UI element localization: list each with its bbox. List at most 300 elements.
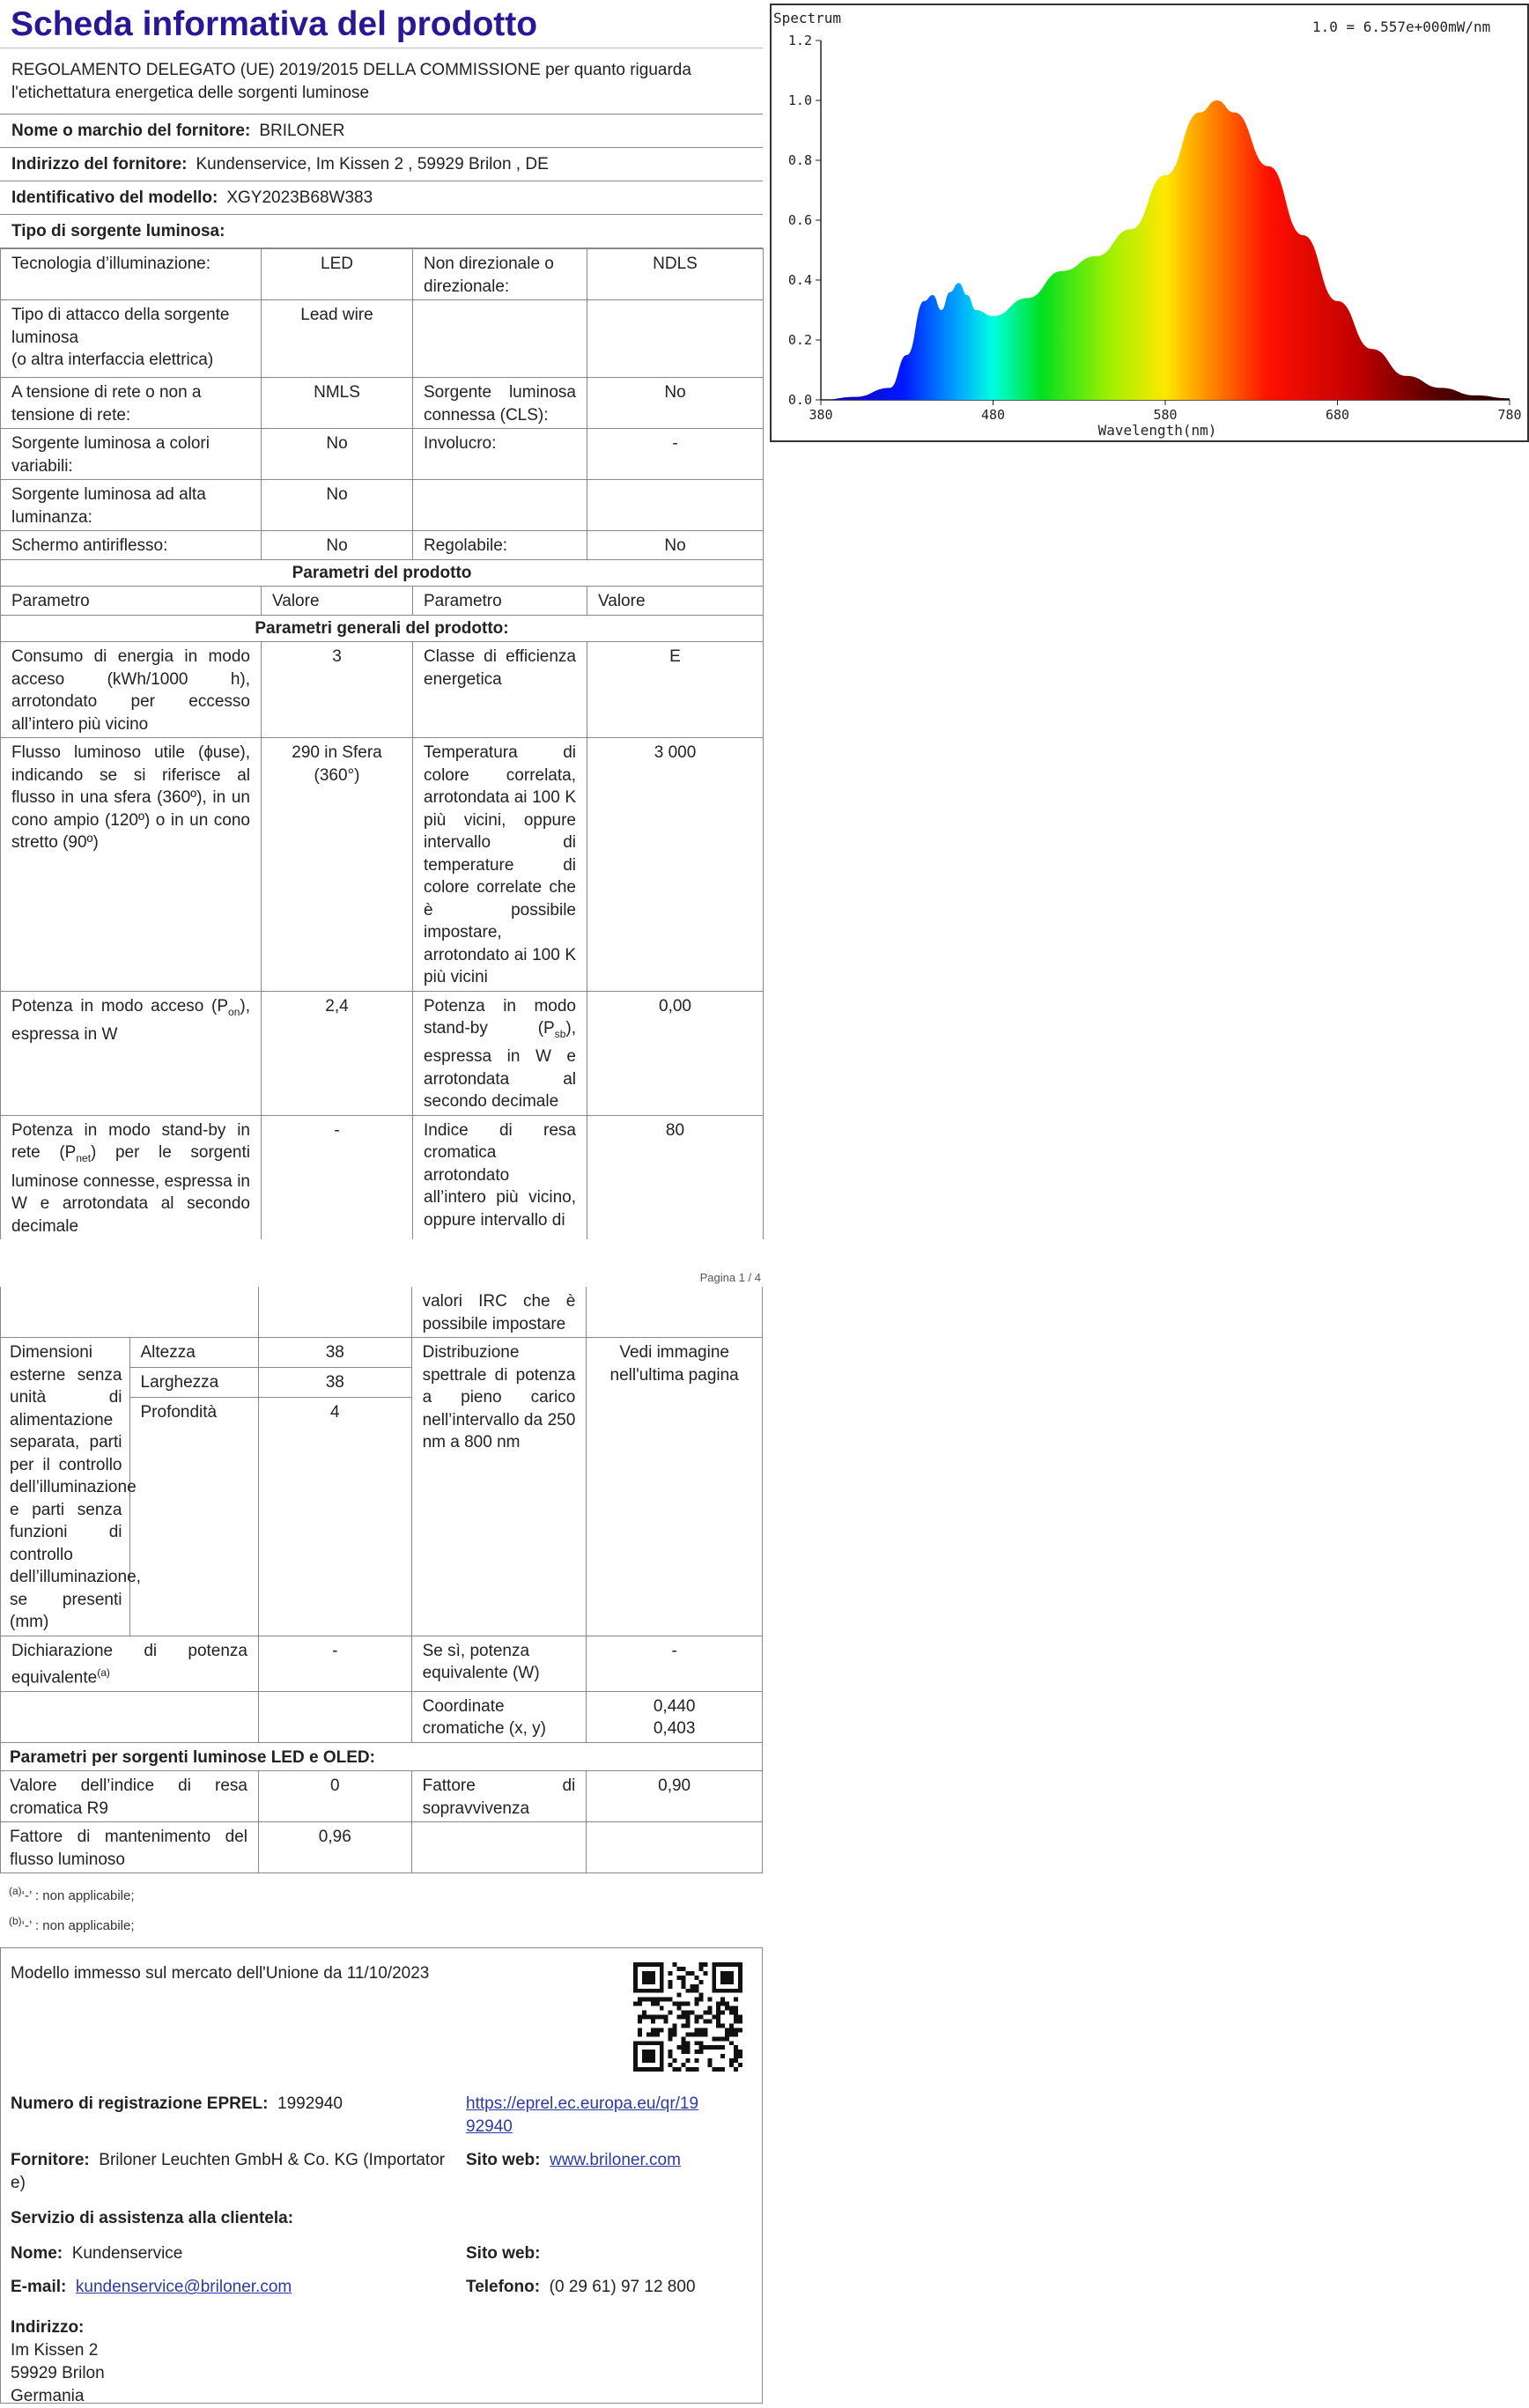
qr-module <box>716 2037 720 2042</box>
surv-value: 0,90 <box>587 1771 763 1822</box>
qr-module <box>720 2055 725 2059</box>
qr-module <box>668 2037 673 2042</box>
eqp-label-text: Dichiarazione di potenza equivalente <box>11 1641 247 1688</box>
cri-value: 80 <box>587 1115 764 1239</box>
eprel-row <box>11 2093 343 2116</box>
qr-module <box>633 2046 638 2050</box>
x-tick-label: 480 <box>980 407 1006 423</box>
table-row <box>1 1742 763 1771</box>
qr-module <box>734 1989 738 1993</box>
supplier-row <box>11 2149 455 2195</box>
qr-module <box>686 2050 691 2055</box>
cell-label-text: Tipo di attacco della sorgente luminosa <box>11 306 230 347</box>
supplier-name-row <box>0 114 763 148</box>
qr-module <box>686 2024 691 2028</box>
chart-title: Spectrum <box>773 10 842 26</box>
qr-module <box>686 2067 691 2072</box>
qr-module <box>738 1967 742 1971</box>
service-heading: Servizio di assistenza alla clientela: <box>11 2209 294 2228</box>
qr-module <box>690 1984 694 1989</box>
website-label: Sito web: <box>466 2151 541 2170</box>
qr-module <box>694 1976 698 1980</box>
qr-module <box>633 2055 638 2059</box>
qr-module <box>682 2011 686 2015</box>
cell-empty <box>259 1691 412 1742</box>
website-row <box>466 2149 681 2172</box>
qr-module <box>646 1989 651 1993</box>
qr-module <box>673 2033 677 2037</box>
qr-module <box>633 1976 638 1980</box>
cell-label: Sorgente luminosa ad alta luminanza: <box>1 480 262 531</box>
eprel-link[interactable] <box>466 2093 698 2138</box>
depth-label: Profondità <box>129 1397 259 1636</box>
qr-module <box>712 2015 716 2020</box>
qr-module <box>720 2024 725 2028</box>
qr-module <box>686 2046 691 2050</box>
qr-module <box>646 1971 651 1976</box>
qr-module <box>646 2015 651 2020</box>
phone-row <box>466 2276 696 2299</box>
qr-module <box>738 1980 742 1984</box>
qr-module <box>712 1976 716 1980</box>
qr-module <box>660 2015 664 2020</box>
cell-label: Non direzionale o direzionale: <box>413 249 587 300</box>
cell-value: No <box>587 531 764 560</box>
type-table <box>0 248 764 1239</box>
qr-module <box>646 2067 651 2072</box>
led-heading: Parametri per sorgenti luminose LED e OLED: <box>1 1742 763 1771</box>
spd-value: Vedi immagine nell'ultima pagina <box>587 1338 763 1636</box>
psb-label-a: Potenza in modo stand-by (P <box>424 996 576 1038</box>
r9-value: 0 <box>259 1771 412 1822</box>
qr-module <box>703 1971 707 1976</box>
qr-module <box>690 2011 694 2015</box>
table-row <box>1 559 764 587</box>
address-block <box>11 2316 105 2408</box>
source-type-row <box>0 215 763 248</box>
cct-label: Temperatura di colore correlata, arrotondata ai 100 K più vicini, oppure intervallo di temperature di colore correlate che è possibile impostare, arrotondato ai 100 K più vicini <box>413 738 587 992</box>
qr-module <box>668 2033 673 2037</box>
qr-module <box>651 1980 655 1984</box>
qr-module <box>694 2002 698 2006</box>
qr-module <box>729 2011 734 2015</box>
qr-module <box>660 1967 664 1971</box>
qr-module <box>673 2002 677 2006</box>
qr-module <box>638 1989 642 1993</box>
email-link[interactable]: kundenservice@briloner.com <box>75 2278 292 2297</box>
cell-empty <box>587 1822 763 1873</box>
eprel-link-1[interactable]: https://eprel.ec.europa.eu/qr/19 <box>466 2094 699 2114</box>
qr-module <box>633 1980 638 1984</box>
qr-module <box>707 1998 712 2002</box>
qr-module <box>642 1980 646 1984</box>
qr-module <box>633 1984 638 1989</box>
qr-module <box>738 2020 742 2024</box>
service-website-label: Sito web: <box>466 2244 541 2264</box>
supplier-name-label: Nome o marchio del fornitore: <box>11 121 251 140</box>
qr-module <box>677 2006 682 2011</box>
qr-module <box>651 1976 655 1980</box>
qr-module <box>694 1984 698 1989</box>
x-axis-label: Wavelength(nm) <box>1097 422 1217 439</box>
qr-module <box>646 2050 651 2055</box>
qr-module <box>716 2046 720 2050</box>
table-row <box>1 1771 763 1822</box>
qr-module <box>712 1971 716 1976</box>
cell-empty <box>413 480 587 531</box>
email-label: E-mail: <box>11 2278 67 2297</box>
supplier-value-2: e) <box>11 2174 26 2193</box>
supplier-name-value: BRILONER <box>259 121 345 140</box>
qr-module <box>655 1998 660 2002</box>
pnet-label-a: Potenza in modo stand-by in rete (P <box>11 1120 250 1163</box>
qr-module <box>646 2042 651 2046</box>
depth-value: 4 <box>259 1397 412 1636</box>
qr-module <box>686 2011 691 2015</box>
x-tick-label: 780 <box>1497 407 1522 423</box>
qr-module <box>668 1980 673 1984</box>
qr-module <box>725 1962 729 1967</box>
qr-module <box>642 1962 646 1967</box>
cell-value: No <box>262 429 413 480</box>
qr-module <box>682 1984 686 1989</box>
qr-module <box>668 2011 673 2015</box>
qr-module <box>716 2067 720 2072</box>
cell-value: No <box>262 531 413 560</box>
qr-module <box>694 1989 698 1993</box>
params-heading: Parametri del prodotto <box>1 559 764 587</box>
maint-label: Fattore di mantenimento del flusso luminoso <box>1 1822 259 1873</box>
qr-module <box>646 1962 651 1967</box>
footnote-b-sup: (b) <box>9 1915 22 1928</box>
qr-module <box>651 1998 655 2002</box>
qr-module <box>720 1998 725 2002</box>
qr-module <box>642 1976 646 1980</box>
qr-module <box>720 2046 725 2050</box>
qr-module <box>720 2067 725 2072</box>
qr-module <box>682 2046 686 2050</box>
qr-module <box>716 2015 720 2020</box>
qr-module <box>694 2042 698 2046</box>
qr-module <box>651 1971 655 1976</box>
qr-module <box>725 2037 729 2042</box>
qr-module <box>633 1989 638 1993</box>
pon-sub: on <box>228 1005 240 1018</box>
qr-module <box>664 2020 668 2024</box>
qr-module <box>677 1967 682 1971</box>
table-row <box>1 300 764 378</box>
qr-module <box>682 1967 686 1971</box>
qr-module <box>694 2028 698 2033</box>
qr-module <box>712 2067 716 2072</box>
qr-module <box>633 2064 638 2068</box>
table-row <box>1 615 764 642</box>
qr-module <box>655 2002 660 2006</box>
qr-module <box>677 1976 682 1980</box>
qr-module <box>642 1989 646 1993</box>
qr-module <box>694 2050 698 2055</box>
pnet-label-b: ) per le sorgenti luminose connesse, espressa in W e arrotondata al secondo decimale <box>11 1143 250 1236</box>
qr-module <box>725 2033 729 2037</box>
chart-annotation: 1.0 = 6.557e+000mW/nm <box>1312 18 1491 35</box>
cell-value: No <box>262 480 413 531</box>
eqw-label: Se sì, potenza equivalente (W) <box>411 1636 587 1691</box>
qr-module <box>638 1962 642 1967</box>
eqp-sup: (a) <box>97 1666 110 1680</box>
cri-label: Indice di resa cromatica arrotondato all’intero più vicino, oppure intervallo di <box>413 1115 587 1239</box>
qr-module <box>638 1998 642 2002</box>
qr-module <box>720 1962 725 1967</box>
qr-module <box>660 2067 664 2072</box>
cell-value: - <box>587 429 764 480</box>
qr-module <box>725 1971 729 1976</box>
qr-module <box>734 2020 738 2024</box>
qr-module <box>638 2067 642 2072</box>
qr-module <box>694 2067 698 2072</box>
table-row <box>1 642 764 738</box>
qr-module <box>660 2059 664 2064</box>
qr-module <box>660 1998 664 2002</box>
spectrum-svg <box>772 5 1527 440</box>
qr-module <box>660 2042 664 2046</box>
qr-module <box>690 1989 694 1993</box>
qr-module <box>677 2046 682 2050</box>
qr-module <box>668 2050 673 2055</box>
qr-module <box>638 2033 642 2037</box>
qr-module <box>703 2046 707 2050</box>
qr-module <box>638 2015 642 2020</box>
qr-module <box>633 1962 638 1967</box>
eqp-value: - <box>259 1636 412 1691</box>
cri-label-cont: valori IRC che è possibile impostare <box>411 1287 587 1338</box>
qr-module <box>651 2028 655 2033</box>
qr-module <box>655 1989 660 1993</box>
psb-value: 0,00 <box>587 991 764 1115</box>
table-row <box>1 587 764 616</box>
table-row <box>1 1636 763 1691</box>
r9-label: Valore dell’indice di resa cromatica R9 <box>1 1771 259 1822</box>
qr-module <box>729 1976 734 1980</box>
qr-module <box>638 2002 642 2006</box>
address-line-2: 59929 Brilon <box>11 2364 105 2383</box>
qr-module <box>690 2033 694 2037</box>
qr-module <box>682 2064 686 2068</box>
supplier-address-label: Indirizzo del fornitore: <box>11 154 188 174</box>
qr-module <box>673 2067 677 2072</box>
website-link[interactable]: www.briloner.com <box>550 2151 681 2170</box>
qr-module <box>660 1976 664 1980</box>
general-heading: Parametri generali del prodotto: <box>1 615 764 642</box>
qr-module <box>734 2050 738 2055</box>
qr-module <box>734 1962 738 1967</box>
qr-module <box>668 1984 673 1989</box>
qr-module <box>707 2059 712 2064</box>
cell-empty <box>587 300 764 378</box>
qr-module <box>673 2028 677 2033</box>
pon-label-a: Potenza in modo acceso (P <box>11 996 229 1016</box>
qr-module <box>668 2055 673 2059</box>
eprel-label: Numero di registrazione EPREL: <box>11 2094 269 2114</box>
width-label: Larghezza <box>129 1367 259 1397</box>
qr-module <box>720 1971 725 1976</box>
params-table-continued <box>0 1287 763 1873</box>
contact-name-value: Kundenservice <box>71 2244 183 2264</box>
qr-module <box>633 1971 638 1976</box>
qr-module <box>729 2059 734 2064</box>
qr-module <box>698 2028 703 2033</box>
model-label: Identificativo del modello: <box>11 188 218 207</box>
qr-module <box>738 2028 742 2033</box>
qr-module <box>716 2020 720 2024</box>
qr-module <box>682 1980 686 1984</box>
qr-module <box>633 2059 638 2064</box>
pon-label-b: ), espressa in W <box>11 996 250 1044</box>
chroma-x: 0,440 <box>653 1696 696 1716</box>
qr-module <box>707 2006 712 2011</box>
qr-module <box>682 2024 686 2028</box>
qr-module <box>633 2002 638 2006</box>
qr-module <box>651 2015 655 2020</box>
eqw-value: - <box>587 1636 763 1691</box>
chroma-value <box>587 1691 763 1742</box>
qr-module <box>651 2042 655 2046</box>
qr-module <box>646 1998 651 2002</box>
qr-module <box>677 1993 682 1998</box>
cell-empty <box>587 1287 763 1338</box>
qr-module <box>655 2042 660 2046</box>
qr-module <box>682 2002 686 2006</box>
cell-value: NMLS <box>262 378 413 429</box>
supplier-label: Fornitore: <box>11 2151 90 2170</box>
qr-module <box>677 2067 682 2072</box>
cell-label: Sorgente luminosa connessa (CLS): <box>413 378 587 429</box>
regulation-subtitle: REGOLAMENTO DELEGATO (UE) 2019/2015 DELLA COMMISSIONE per quanto riguarda l'etichettatura energetica delle sorgenti luminose <box>0 48 763 114</box>
qr-module <box>720 2011 725 2015</box>
qr-module <box>694 2059 698 2064</box>
qr-module <box>725 1980 729 1984</box>
qr-module <box>673 1962 677 1967</box>
qr-module <box>682 2015 686 2020</box>
qr-module <box>638 2020 642 2024</box>
eprel-value: 1992940 <box>277 2094 343 2114</box>
qr-module <box>673 2059 677 2064</box>
qr-module <box>686 2033 691 2037</box>
qr-module <box>729 1980 734 1984</box>
qr-module <box>716 2002 720 2006</box>
pon-value: 2,4 <box>262 991 413 1115</box>
qr-module <box>703 2033 707 2037</box>
qr-module <box>729 2042 734 2046</box>
qr-module <box>734 2055 738 2059</box>
qr-module <box>642 2042 646 2046</box>
qr-module <box>703 2020 707 2024</box>
cct-value: 3 000 <box>587 738 764 992</box>
qr-module <box>694 1998 698 2002</box>
qr-module <box>707 2011 712 2015</box>
qr-module <box>682 1976 686 1980</box>
table-row <box>1 1822 763 1873</box>
qr-module <box>734 2033 738 2037</box>
surv-label: Fattore di sopravvivenza <box>411 1771 587 1822</box>
qr-module <box>651 1989 655 1993</box>
eprel-link-2[interactable]: 92940 <box>466 2117 513 2137</box>
class-label: Classe di efficienza energetica <box>413 642 587 738</box>
table-row <box>1 429 764 480</box>
qr-module <box>734 2067 738 2072</box>
qr-module <box>660 1984 664 1989</box>
height-label: Altezza <box>129 1338 259 1368</box>
qr-module <box>660 1971 664 1976</box>
qr-module <box>738 1971 742 1976</box>
cell-empty <box>411 1822 587 1873</box>
y-tick-label: 0.6 <box>787 212 812 228</box>
qr-module <box>646 2033 651 2037</box>
supplier-value-1: Briloner Leuchten GmbH & Co. KG (Importator <box>99 2151 446 2170</box>
cell-label: Tecnologia d’illuminazione: <box>1 249 262 300</box>
qr-module <box>716 2024 720 2028</box>
address-line-1: Im Kissen 2 <box>11 2341 99 2360</box>
qr-module <box>698 2042 703 2046</box>
col-header-value: Valore <box>587 587 764 616</box>
qr-module <box>651 2033 655 2037</box>
qr-module <box>716 1989 720 1993</box>
qr-module <box>655 2028 660 2033</box>
cell-value: NDLS <box>587 249 764 300</box>
address-label: Indirizzo: <box>11 2318 85 2338</box>
qr-module <box>712 1984 716 1989</box>
qr-module <box>651 1962 655 1967</box>
col-header-param: Parametro <box>413 587 587 616</box>
table-row <box>1 991 764 1115</box>
supplier-address-value: Kundenservice, Im Kissen 2 , 59929 Brilon , DE <box>196 154 549 174</box>
qr-module <box>712 1989 716 1993</box>
qr-module <box>738 1984 742 1989</box>
qr-module <box>716 2006 720 2011</box>
x-tick-label: 380 <box>809 407 833 423</box>
qr-module <box>677 2002 682 2006</box>
cell-value: LED <box>262 249 413 300</box>
qr-module <box>660 2028 664 2033</box>
width-value: 38 <box>259 1367 412 1397</box>
qr-module <box>729 1989 734 1993</box>
qr-module <box>651 2067 655 2072</box>
qr-module <box>720 1976 725 1980</box>
qr-module <box>660 1962 664 1967</box>
qr-code-icon[interactable] <box>633 1962 742 2072</box>
cell-label-extra: (o altra interfaccia elettrica) <box>11 351 214 369</box>
qr-module <box>646 2059 651 2064</box>
qr-module <box>642 2059 646 2064</box>
qr-module <box>677 2015 682 2020</box>
qr-module <box>738 2064 742 2068</box>
qr-module <box>660 2050 664 2055</box>
cell-label: Sorgente luminosa a colori variabili: <box>1 429 262 480</box>
qr-module <box>738 2015 742 2020</box>
qr-module <box>642 1998 646 2002</box>
footnote-a <box>9 1879 754 1909</box>
qr-module <box>655 1962 660 1967</box>
qr-module <box>664 1998 668 2002</box>
qr-module <box>651 2059 655 2064</box>
qr-module <box>738 2055 742 2059</box>
qr-module <box>725 2002 729 2006</box>
qr-module <box>712 1967 716 1971</box>
qr-module <box>712 2046 716 2050</box>
qr-module <box>651 2055 655 2059</box>
qr-module <box>725 1976 729 1980</box>
qr-module <box>682 2037 686 2042</box>
qr-module <box>686 1989 691 1993</box>
